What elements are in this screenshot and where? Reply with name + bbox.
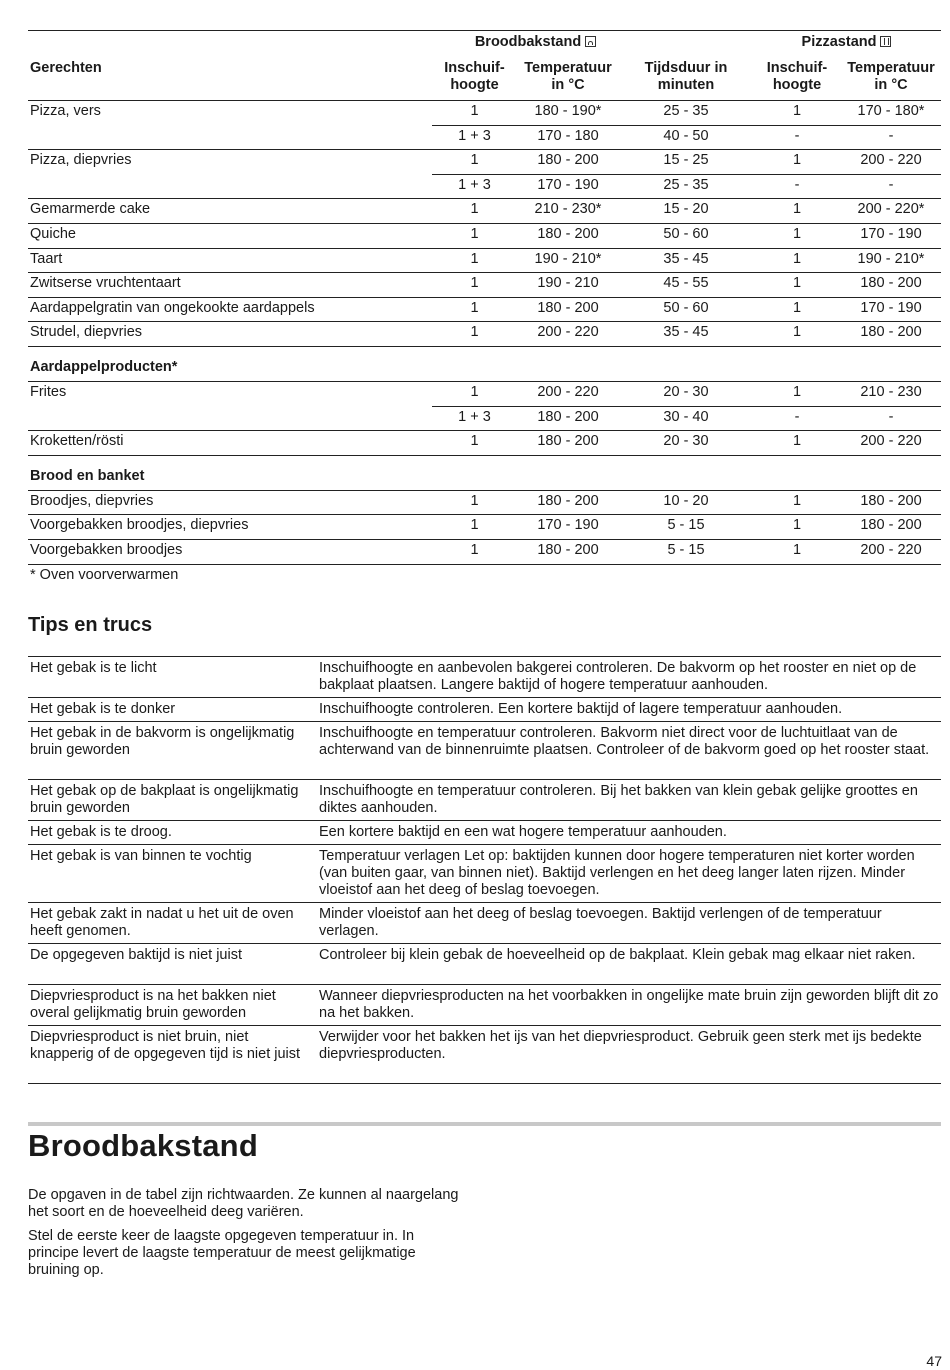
paragraph-2: Stel de eerste keer de laagste opgegeven temperatuur in. In principe levert de laagste temperatuur de meest gelijkmatige bruining op. bbox=[28, 1228, 416, 1278]
table-cell-p-level: 1 bbox=[792, 103, 802, 119]
table-cell-p-level: 1 bbox=[792, 324, 802, 341]
table-row-rule bbox=[28, 346, 941, 347]
table-cell-level: 1 bbox=[470, 433, 479, 450]
col-header-pizza-inschuifhoogte: Inschuif- hoogte bbox=[766, 60, 828, 93]
tips-problem: Het gebak is te donker bbox=[30, 701, 176, 717]
table-cell-p-temp: 180 - 200 bbox=[860, 324, 922, 341]
group-header-broodbakstand: Broodbakstand bbox=[432, 34, 639, 51]
table-cell-time: 15 - 20 bbox=[663, 201, 709, 218]
table-cell-time: 5 - 15 bbox=[667, 517, 705, 534]
table-cell-p-level: 1 bbox=[792, 433, 802, 450]
table-cell-temp: 180 - 200 bbox=[537, 226, 599, 242]
tips-title: Tips en trucs bbox=[28, 614, 153, 636]
tips-problem: Het gebak in de bakvorm is ongelijkmatig bruin geworden bbox=[30, 725, 295, 758]
table-cell-p-temp: 170 - 180* bbox=[857, 103, 925, 119]
table-cell-p-level: - bbox=[794, 127, 800, 144]
table-cell-level: 1 bbox=[470, 324, 479, 341]
table-cell-time: 25 - 35 bbox=[663, 103, 709, 119]
table-cell-temp: 170 - 190 bbox=[537, 176, 599, 193]
table-cell-p-temp: 200 - 220 bbox=[860, 433, 922, 450]
table-cell-p-level: 1 bbox=[792, 201, 802, 218]
table-cell-dish: Gemarmerde cake bbox=[30, 201, 151, 218]
table-cell-p-level: - bbox=[794, 176, 800, 193]
table-cell-temp: 180 - 200 bbox=[537, 299, 599, 316]
tips-solution: Temperatuur verlagen Let op: baktijden kunnen door hogere temperaturen niet korter worden (van buiten gaar, van binnen niet). Baktijd verlengen en het deeg langer laten rijzen. Minder vloeistof aan het deeg of beslag toevoegen. bbox=[319, 848, 915, 898]
table-cell-p-temp: 180 - 200 bbox=[860, 275, 922, 292]
table-cell-level: 1 + 3 bbox=[458, 408, 491, 425]
table-row-rule bbox=[432, 125, 941, 126]
table-cell-p-temp: 200 - 220* bbox=[857, 201, 925, 218]
table-cell-p-temp: 200 - 220 bbox=[860, 542, 922, 558]
table-cell-dish: Broodjes, diepvries bbox=[30, 492, 154, 509]
tips-row bbox=[28, 721, 941, 780]
table-cell-temp: 190 - 210* bbox=[534, 250, 602, 267]
table-cell-p-level: 1 bbox=[792, 226, 802, 242]
table-cell-dish: Frites bbox=[30, 384, 67, 400]
table-header-rule bbox=[28, 100, 941, 101]
tips-solution: Controleer bij klein gebak de hoeveelheid op de bakplaat. Klein gebak mag elkaar niet raken. bbox=[319, 947, 916, 963]
table-cell-time: 15 - 25 bbox=[663, 152, 709, 169]
table-cell-p-level: 1 bbox=[792, 542, 802, 558]
table-cell-temp: 200 - 220 bbox=[537, 384, 599, 400]
table-cell-temp: 180 - 190* bbox=[534, 103, 602, 119]
table-row-rule bbox=[28, 490, 941, 491]
table-row-rule bbox=[28, 430, 941, 431]
table-cell-p-temp: - bbox=[888, 127, 894, 144]
table-cell-temp: 180 - 200 bbox=[537, 492, 599, 509]
table-cell-dish: Zwitserse vruchtentaart bbox=[30, 275, 181, 292]
col-header-inschuifhoogte: Inschuif- hoogte bbox=[444, 60, 505, 93]
table-cell-time: 5 - 15 bbox=[667, 542, 705, 558]
tips-solution: Inschuifhoogte controleren. Een kortere baktijd of lagere temperatuur aanhouden. bbox=[319, 701, 843, 717]
table-row-rule bbox=[28, 564, 941, 565]
table-row-rule bbox=[28, 321, 941, 322]
tips-row bbox=[28, 943, 941, 985]
table-cell-p-level: - bbox=[794, 408, 800, 425]
table-cell-dish: Kroketten/rösti bbox=[30, 433, 124, 450]
table-cell-p-temp: 180 - 200 bbox=[860, 517, 922, 534]
tips-problem: De opgegeven baktijd is niet juist bbox=[30, 947, 242, 963]
table-cell-time: 50 - 60 bbox=[663, 226, 709, 242]
tips-table bbox=[28, 656, 941, 1090]
tips-solution: Een kortere baktijd en een wat hogere temperatuur aanhouden. bbox=[319, 824, 727, 840]
table-row-rule bbox=[28, 198, 941, 199]
table-cell-p-temp: - bbox=[888, 176, 894, 193]
tips-row bbox=[28, 656, 941, 698]
table-cell-time: 50 - 60 bbox=[663, 299, 709, 316]
table-cell-time: 35 - 45 bbox=[663, 324, 709, 341]
table-cell-temp: 200 - 220 bbox=[537, 324, 599, 341]
table-cell-level: 1 bbox=[470, 201, 479, 218]
tips-problem: Het gebak is te licht bbox=[30, 660, 157, 676]
table-row-rule bbox=[28, 223, 941, 224]
tips-row bbox=[28, 902, 941, 944]
table-row-rule bbox=[432, 174, 941, 175]
table-cell-dish: Pizza, vers bbox=[30, 103, 101, 119]
tips-problem: Diepvriesproduct is niet bruin, niet knapperig of de opgegeven tijd is niet juist bbox=[30, 1029, 301, 1062]
tips-solution: Inschuifhoogte en aanbevolen bakgerei controleren. De bakvorm op het rooster en niet op de bakplaat plaatsen. Langere baktijd of hogere temperatuur aanhouden. bbox=[319, 660, 917, 693]
table-row-rule bbox=[28, 381, 941, 382]
table-cell-temp: 180 - 200 bbox=[537, 152, 599, 169]
table-cell-p-temp: 180 - 200 bbox=[860, 492, 922, 509]
table-row-rule bbox=[432, 406, 941, 407]
table-cell-p-temp: - bbox=[888, 408, 894, 425]
table-cell-time: 20 - 30 bbox=[663, 384, 709, 400]
table-row-rule bbox=[28, 272, 941, 273]
col-header-gerechten: Gerechten bbox=[30, 60, 102, 76]
group-header-pizzastand: Pizzastand bbox=[764, 34, 929, 51]
table-row-rule bbox=[28, 149, 941, 150]
table-row-rule bbox=[28, 248, 941, 249]
table-cell-dish: Strudel, diepvries bbox=[30, 324, 143, 341]
table-cell-p-level: 1 bbox=[792, 517, 802, 534]
tips-row bbox=[28, 820, 941, 845]
table-cell-level: 1 + 3 bbox=[458, 127, 491, 144]
tips-row bbox=[28, 844, 941, 903]
table-cell-time: 20 - 30 bbox=[663, 433, 709, 450]
tips-row bbox=[28, 779, 941, 821]
pizza-oven-icon bbox=[880, 36, 891, 47]
tips-bottom-rule bbox=[28, 1083, 941, 1084]
table-cell-time: 35 - 45 bbox=[663, 250, 709, 267]
table-cell-time: 40 - 50 bbox=[663, 127, 709, 144]
col-header-temperatuur: Temperatuur in °C bbox=[524, 60, 612, 93]
baking-table bbox=[28, 30, 941, 590]
table-cell-dish: Taart bbox=[30, 250, 63, 267]
table-row-rule bbox=[28, 514, 941, 515]
table-cell-level: 1 bbox=[470, 299, 479, 316]
col-header-pizza-temperatuur: Temperatuur in °C bbox=[847, 60, 935, 93]
table-cell-dish: Voorgebakken broodjes, diepvries bbox=[30, 517, 249, 534]
table-cell-level: 1 bbox=[470, 275, 479, 292]
table-cell-temp: 190 - 210 bbox=[537, 275, 599, 292]
table-cell-dish: Pizza, diepvries bbox=[30, 152, 132, 169]
table-cell-p-temp: 210 - 230 bbox=[860, 384, 922, 400]
table-cell-level: 1 + 3 bbox=[458, 176, 491, 193]
table-cell-p-temp: 170 - 190 bbox=[860, 226, 922, 242]
table-footnote: * Oven voorverwarmen bbox=[30, 567, 179, 583]
table-cell-p-temp: 170 - 190 bbox=[860, 299, 922, 316]
tips-problem: Het gebak is te droog. bbox=[30, 824, 172, 840]
tips-row bbox=[28, 984, 941, 1026]
tips-solution: Minder vloeistof aan het deeg of beslag toevoegen. Baktijd verlengen of de temperatuur verlagen. bbox=[319, 906, 882, 939]
table-cell-level: 1 bbox=[470, 103, 479, 119]
bread-oven-icon bbox=[585, 36, 596, 47]
tips-row bbox=[28, 697, 941, 722]
tips-problem: Diepvriesproduct is na het bakken niet overal gelijkmatig bruin geworden bbox=[30, 988, 276, 1021]
table-cell-temp: 180 - 200 bbox=[537, 408, 599, 425]
table-cell-level: 1 bbox=[470, 152, 479, 169]
table-cell-dish: Quiche bbox=[30, 226, 76, 242]
table-cell-temp: 180 - 200 bbox=[537, 542, 599, 558]
paragraph-1: De opgaven in de tabel zijn richtwaarden. Ze kunnen al naargelang het soort en de hoeveelheid deeg variëren. bbox=[28, 1187, 459, 1220]
table-cell-temp: 170 - 180 bbox=[537, 127, 599, 144]
table-row-rule bbox=[28, 297, 941, 298]
tips-row bbox=[28, 1025, 941, 1084]
section-heading: Broodbakstand bbox=[28, 1128, 258, 1163]
table-cell-p-level: 1 bbox=[792, 384, 802, 400]
tips-solution: Inschuifhoogte en temperatuur controleren. Bakvorm niet direct voor de luchtuitlaat van de achterwand van de binnenruimte plaatsen. Controleer of de bakvorm goed op het rooster staat. bbox=[319, 725, 930, 758]
tips-solution: Inschuifhoogte en temperatuur controleren. Bij het bakken van klein gebak gelijke groottes en diktes aanhouden. bbox=[319, 783, 918, 816]
table-cell-p-temp: 190 - 210* bbox=[857, 250, 925, 267]
col-header-tijdsduur: Tijdsduur in minuten bbox=[644, 60, 728, 93]
table-row-rule bbox=[28, 539, 941, 540]
section-divider bbox=[28, 1122, 941, 1126]
tips-solution: Verwijder voor het bakken het ijs van het diepvriesproduct. Gebruik geen sterk met ijs bedekte diepvriesproducten. bbox=[319, 1029, 922, 1062]
table-cell-dish: Voorgebakken broodjes bbox=[30, 542, 183, 558]
table-cell-time: 10 - 20 bbox=[663, 492, 709, 509]
table-section-label: Aardappelproducten* bbox=[30, 359, 178, 375]
table-cell-level: 1 bbox=[470, 542, 479, 558]
table-cell-level: 1 bbox=[470, 226, 479, 242]
table-cell-level: 1 bbox=[470, 492, 479, 509]
table-cell-p-level: 1 bbox=[792, 299, 802, 316]
table-cell-time: 30 - 40 bbox=[663, 408, 709, 425]
table-row-rule bbox=[28, 455, 941, 456]
table-cell-p-temp: 200 - 220 bbox=[860, 152, 922, 169]
table-cell-temp: 170 - 190 bbox=[537, 517, 599, 534]
table-cell-p-level: 1 bbox=[792, 275, 802, 292]
table-cell-p-level: 1 bbox=[792, 152, 802, 169]
page-number: 47 bbox=[926, 1353, 942, 1369]
table-cell-level: 1 bbox=[470, 517, 479, 534]
table-cell-p-level: 1 bbox=[792, 250, 802, 267]
tips-solution: Wanneer diepvriesproducten na het voorbakken in ongelijke mate bruin zijn geworden blijft dit zo na het bakken. bbox=[319, 988, 939, 1021]
table-cell-time: 25 - 35 bbox=[663, 176, 709, 193]
table-top-rule bbox=[28, 30, 941, 31]
table-cell-level: 1 bbox=[470, 250, 479, 267]
tips-problem: Het gebak zakt in nadat u het uit de oven heeft genomen. bbox=[30, 906, 294, 939]
table-cell-time: 45 - 55 bbox=[663, 275, 709, 292]
table-cell-level: 1 bbox=[470, 384, 479, 400]
tips-problem: Het gebak is van binnen te vochtig bbox=[30, 848, 252, 864]
table-cell-temp: 180 - 200 bbox=[537, 433, 599, 450]
table-section-label: Brood en banket bbox=[30, 467, 145, 484]
table-cell-dish: Aardappelgratin van ongekookte aardappels bbox=[30, 299, 315, 316]
table-cell-temp: 210 - 230* bbox=[534, 201, 602, 218]
table-cell-p-level: 1 bbox=[792, 492, 802, 509]
tips-problem: Het gebak op de bakplaat is ongelijkmatig bruin geworden bbox=[30, 783, 299, 816]
